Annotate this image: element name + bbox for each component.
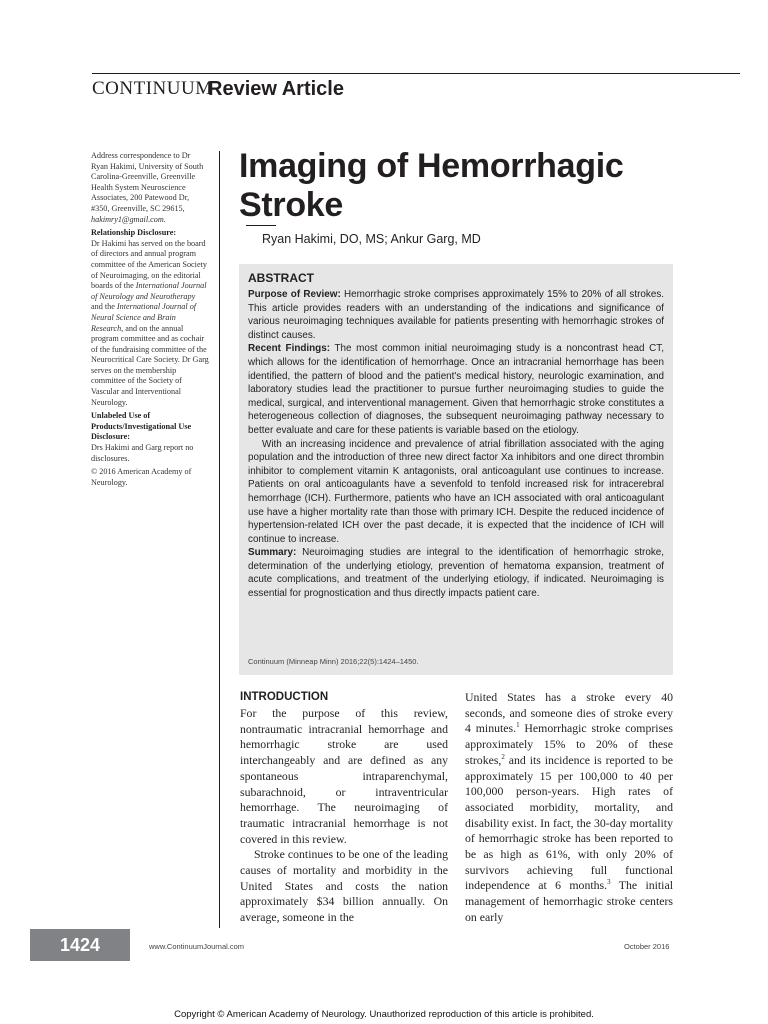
abstract-heading: ABSTRACT [248,271,314,285]
title-rule [246,225,276,226]
section-label: Review Article [208,78,344,100]
copyright-notice: Copyright © American Academy of Neurology. Unauthorized reproduction of this article is prohibited. [174,1009,594,1020]
purpose-label: Purpose of Review: [248,289,341,300]
body-paragraph [465,690,673,926]
reference-marker[interactable]: 2 [501,752,505,761]
article-authors: Ryan Hakimi, DO, MS; Ankur Garg, MD [262,232,481,246]
journal-name-1: International Journal of Neurology and Neurotherapy [91,281,207,301]
body-text: United States has a stroke every 40 seconds, and someone dies of stroke every 4 minutes. [465,690,673,736]
journal-url[interactable]: www.ContinuumJournal.com [149,942,245,951]
relationship-disclosure-heading: Relationship Disclosure: [91,228,177,238]
sidebar-divider [219,151,220,928]
body-text: Hemorrhagic stroke comprises approximately 15% to 20% of these strokes, [465,721,674,767]
findings-label: Recent Findings: [248,343,330,355]
reference-marker[interactable]: 3 [607,878,611,887]
abstract-box [239,264,673,675]
body-column-left [240,690,448,926]
unlabeled-use-heading: Unlabeled Use of Products/Investigational Use Disclosure: [91,411,192,442]
abstract-findings [248,342,664,437]
body-text: and its incidence is reported to be approximately 15 per 100,000 to 40 per 100,000 person-years. High rates of associated morbidity, mortality, and disability exist. In fact, the 30-day mortality of hemorrhagic stroke has been reported to be as high as 61%, with only 20% of survivors achieving full functional independence at 6 months. [465,752,673,893]
body-column-right [465,690,673,926]
summary-text: Neuroimaging studies are integral to the identification of hemorrhagic stroke, determination of the underlying etiology, prevention of hematoma expansion, treatment of acute complications, and treatment of the underlying etiology, if indicated. Neuroimaging is essential for prognostication and thus directly impacts patient care. [248,547,664,600]
abstract-findings-continued: With an increasing incidence and prevalence of atrial fibrillation associated with the aging population and the introduction of three new direct factor Xa inhibitors and one direct thrombin inhibitor to complement vitamin K antagonists, oral anticoagulant use continues to increase. Patients on oral anticoagulants have a sevenfold to tenfold increased risk for intracerebral hemorrhage (ICH). Furthermore, patients who have an ICH associated with oral anticoagulant use have a higher mortality rate than those with primary ICH. Despite the reduced incidence of hypertension-related ICH over the past decade, it is expected that the incidence of ICH will continue to increase. [248,438,664,545]
journal-brand: CONTINUUM [92,78,213,99]
address-text: Address correspondence to Dr Ryan Hakimi, University of South Carolina-Greenville, Greenville Health System Neuroscience Associates, 200 Patewood Dr, #350, Greenville, SC 29615, [91,151,204,213]
journal-name-2: International Journal of Neural Science and Brain Research, [91,302,197,333]
article-title: Imaging of Hemorrhagic Stroke [239,147,624,224]
issue-date: October 2016 [624,942,670,951]
body-paragraph: Stroke continues to be one of the leading causes of mortality and morbidity in the United States and costs the nation approximately $34 billion annually. On average, someone in the [240,847,448,925]
body-paragraph: For the purpose of this review, nontraumatic intracranial hemorrhage and hemorrhagic stroke are used interchangeably and are defined as any spontaneous intraparenchymal, subarachnoid, or intraventricular hemorrhage. The neuroimaging of traumatic intracranial hemorrhage is not covered in this review. [240,706,448,846]
page-number: 1424 [30,929,130,961]
correspondence-email: hakimry1@gmail.com. [91,214,166,224]
reference-marker[interactable]: 1 [516,721,520,730]
relationship-disclosure [91,239,209,409]
header-rule [92,73,740,74]
abstract-purpose [248,288,664,342]
abstract-summary [248,546,664,600]
unlabeled-use-text: Drs Hakimi and Garg report no disclosures. [91,443,194,463]
summary-label: Summary: [248,547,297,559]
correspondence-address [91,151,209,225]
sidebar-copyright: © 2016 American Academy of Neurology. [91,467,192,487]
purpose-text: Hemorrhagic stroke comprises approximately 15% to 20% of all strokes. This article provides readers with an understanding of the indications and significance of various neuroimaging techniques available for patients presenting with hemorrhagic strokes of distinct causes. [248,289,664,341]
findings-text: The most common initial neuroimaging study is a noncontrast head CT, which allows for the identification of hemorrhage. Once an intracranial hemorrhage has been identified, the pattern of blood and the patient's medical history, neurologic examination, and laboratory studies lead the practitioner to pursue further neuroimaging studies to guide the medical, surgical, and interventional management. Given that hemorrhagic stroke constitutes a heterogeneous collection of diagnoses, the subsequent neuroimaging pathway necessary to better evaluate and care for these patients is variable based on the etiology. [248,343,664,436]
relationship-text-1: Dr Hakimi has served on the board of directors and annual program committee of the American Society of Neuroimaging, on the editorial boards of the [91,238,207,291]
body-text: The initial management of hemorrhagic stroke centers on early [465,878,673,924]
relationship-and: and the [91,302,115,312]
sidebar-notes [91,151,209,491]
article-citation: Continuum (Minneap Minn) 2016;22(5):1424–1450. [248,657,419,666]
introduction-heading: INTRODUCTION [240,691,329,703]
relationship-text-2: and on the annual program committee and as cochair of the fundraising committee of the Neurocritical Care Society. Dr Garg serves on the membership committee of the Society of Vascular and Interventional Neurology. [91,323,209,407]
